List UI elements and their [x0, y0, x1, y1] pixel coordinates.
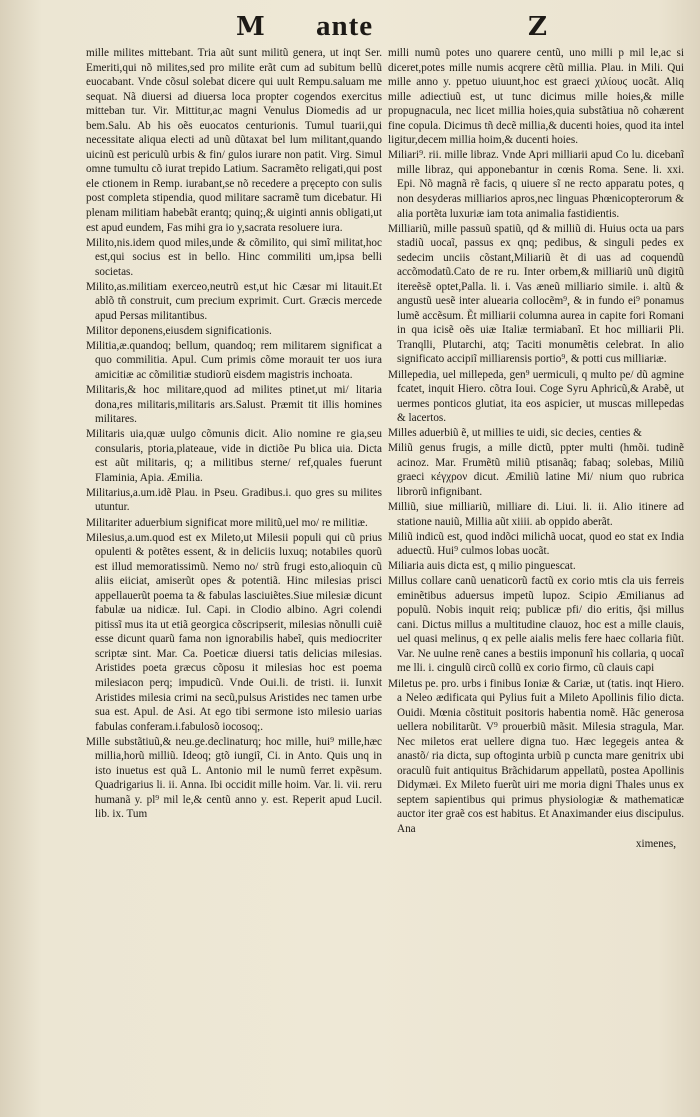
dictionary-entry: Milito,nis.idem quod miles,unde & cõmilito, qui simĩ militat,hoc est,qui socius est in bello. Hinc commiliti um,ipsa belli societas.	[86, 236, 382, 278]
dictionary-entry: Miliari⁹. rii. mille libraz. Vnde Apri milliarii apud Co lu. dicebanĩ mille libraz, qui apponebantur in cœnis Roma. Sene. li. xxi. Epi. Nõ magnã rẽ facis, q uiuere sĩ ne recto apparatu potes, q non desyderas milliarios apros,nec linguas Phœnicopterorum & alia portẽta luxuriæ iam tota animalia fastidientis.	[388, 149, 684, 220]
dictionary-entry: Miletus pe. pro. urbs i finibus Ioniæ & Cariæ, ut (tatis. inqt Hiero. a Neleo ædificata qui Pylius fuit a Mileto Apollinis filio dicta. Ouidi. Mœnia cõstituit positoris habentia nomẽ. Hãc generosa uellera nobilitarũt. V⁹ prouerbiũ mãsit. Milesia stragula, Mar. Nec miletos erat uellere digna tuo. Hæc legegeis antea & anastõ/ ria dicta, sup oftoginta urbiũ p cuncta mare genitrix ubi oraculũ fuit antiquitus Brãchidarum appellatũ, postea Apollinis Didymæi. Ex Mileto fuerũt uiri me moria digni Thales unus ex septem sapientibus qui primus physiologiæ & mathematicæ auctor iter graẽ cos est habitus. Et Anaximander eius discipulus. Ana	[388, 677, 684, 835]
dictionary-entry: Milles aduerbiũ ẽ, ut millies te uidi, sic decies, centies &	[388, 427, 642, 440]
dictionary-entry: Militariter aduerbium significat more militũ,uel mo/ re militiæ.	[86, 516, 368, 529]
page-header	[0, 10, 700, 44]
header-signature-letter: Z	[528, 12, 547, 42]
dictionary-entry: Milesius,a.um.quod est ex Mileto,ut Milesii populi qui cũ prius opulenti & potẽtes essent, & in deliciis luxuq; notabiles quorũ est illud memoratissimũ. Nemo no/ strũ frugi esto,alioquin cũ aliis eiiciat, amiserũt opes & potentiã. Hinc milesias prisci appellauerũt poema ta & fabulas lasciuiẽtes.Siue milesiæ dicunt fabulæ ua nidicæ. Iul. Capi. in Clodio albino. Agri colendi pitissĩ mus ita ut etiã georgica cõscripserit, milesias nõnulli cuiẽ esse dicunt quarũ fama non ignorabilis habeĩ, quis mediocriter scriptæ sint. Mar. Ca. Poeticæ diuersi tatis delicias milesias. Aristides poeta græcus cõposu it milesias hoc est poema milesiacon perq; impudicũ. Vnde Oui.li. de tristi. ii. Iunxit Aristides milesia crimi na secũ,pulsus Aristides nec tamen urbe sua est. Apul. de Asi. At ego tibi sermone isto milesio uarias fabulas conferam.i.fabulosõ iocosoq;.	[86, 531, 382, 733]
dictionary-entry: Miliaria auis dicta est, q milio pinguescat.	[388, 560, 576, 573]
dictionary-entry: mille milites mittebant. Tria aũt sunt militũ genera, ut inqt Ser. Emeriti,qui nõ milites,sed pro milite erãt cum ad subitum bellũ euocabant. Vnde cõsul solebat dicere qui uult Rempu.saluam me sequat. Nã diuersi ad diuersa loca propter cogendos exercitus mitteban tur. Vir. Mittitur,ac magni Venulus Diomedis ad ur bem.Salu. Ab his oẽs euocatos centurionis. Tumul tuarii,qui necessitate aliqua electi ad unũ dũtaxat bel lum militant,quando uicinũ est periculũ urbis & fin/ gulos iurare non patit. Virg. Simul omne tumultu cõ iurat trepido Latium. Sacramẽto religati,qui post ele ctionem in Remp. iurabant,se nõ recedere a pręcepto con sulis post completa stipendia, quod militare sacramẽ tum dicebatur. Hi plenam militiam habebãt erantq; quinq;,& uiginti annis obligati,ut est apud eundem, Fas mihi gra io y,sacrata resoluere iura.	[86, 47, 382, 234]
dictionary-entry: Miliũ indicũ est, quod indõci milichã uocat, quod eo stat ex India aduectũ. Hui⁹ culmos lobas uocãt.	[388, 530, 684, 558]
dictionary-entry: Militaris,& hoc militare,quod ad milites ptinet,ut mi/ litaria dona,res militaris,militaris ars.Salust. Præmit tit illis homines militares.	[86, 384, 382, 426]
dictionary-entry: Milliariũ, mille passuũ spatiũ, qd & milliũ di. Huius octa ua pars stadiũ uocaĩ, passus ex qnq; pedibus, & singuli pedes ex sedecim unciis cõstant,Miliariũ ẽt di uas ad coquendũ accõmodatũ.Cato de re ru. Inter orbem,& milliariũ unũ digitũ itereẽsẽ optet,Palla. li. i. Vas æneũ milliario simile. i. altũ & angustũ uesẽ inter aluearia collocẽm⁹, & in fundo ei⁹ ponamus lumẽ accẽsum. Ẽt milliarii columna aurea in capite fori Romani in qua icisẽ oẽs uiæ Italiæ termiabanĩ. Et hoc milliarii Pli. Tranqlli, Plutarchi, atq; Taciti monumẽtis celebrat. In alio significato accipiĩ milliarensis portio⁹, & potti cus milliariæ.	[388, 222, 684, 366]
catchword-line: ximenes,	[635, 838, 676, 851]
dictionary-entry: Millus collare canũ uenaticorũ factũ ex corio mtis cla uis ferreis eminẽtibus aduersus impetũ lupoz. Scipio Æmilianus ad populũ. Nobis inquit reiq; publicæ pfi/ dio eritis, q̃si millus cani. Dictus millus a multitudine clauoz, hoc est a mille clauis, uel quasi melinus, q ex pelle aialis melis fere haec collaria fiũt. Var. Ne uulne renẽ canes a bestiis imponunĩ his collaria, q uocaĩ me lli. i. cingulũ circũ collũ ex corio firmo, cũ clauis capi	[388, 575, 684, 675]
header-signature-mark: M	[236, 12, 265, 42]
dictionary-entry: Militia,æ.quandoq; bellum, quandoq; rem militarem significat a quo commilitia. Apul. Cum primis cõme morauit ter uos iura amicitiæ ac cõmilitiæ studiorũ eisdem magistris inchoata.	[86, 339, 382, 382]
right-text-column	[388, 46, 684, 1106]
dictionary-entry: Millepedia, uel millepeda, gen⁹ uermiculi, q multo pe/ dũ agmine fcatet, inquit Hiero. cõtra Ioui. Coge Syru Aphricũ,& Arabẽ, ut uermes ponticos glutiat, ita eos aspicier, ut muscas millepedas & lacertos.	[388, 368, 684, 425]
dictionary-entry: Mille substãtiuũ,& neu.ge.declinaturq; hoc mille, hui⁹ mille,hæc millia,horũ milliũ. Ideoq; gtõ iungiĩ, Ci. in Anto. Quis unq in isto inuetus est quã L. Antonio mil le numũ ferret expẽsum. Quadrigarius li. ii. Anna. Ibi occidit mille hoim. Var. li. vii. reru humanã y. pl⁹ mil le,& centũ anno y. est. Reperit apud Lucil. lib. ix. Tum	[86, 735, 382, 821]
dictionary-entry: milli numũ potes uno quarere centũ, uno milli p mil le,ac si diceret,potes mille numis acqrere cẽtũ millia. Plau. in Mili. Qui mille anno y. ppetuo uiuunt,hoc est graeci χιλίουϛ uocãt. Aliq mille adiectiuũ est, ut tunc dicimus mille hoies,& mille propugnacula, nec licet millia hoies,quia substãtiua nõ cohærent fine copula. Dicimus tñ decẽ millia,& ducenti hoies, quod ita intel ligitur,decem millia hoim,& ducenti hoies.	[388, 47, 684, 147]
dictionary-entry: Militor deponens,eiusdem significationis.	[86, 324, 272, 337]
dictionary-entry: Milliũ, siue milliariũ, milliare di. Liui. li. ii. Alio itinere ad statione nauiũ, Millia aũt xiiii. ab oppido aberãt.	[388, 500, 684, 528]
dictionary-entry: Milito,as.militiam exerceo,neutrũ est,ut hic Cæsar mi litauit.Et ablõ tñ construit, cum precium exprimit. Curt. Græcis mercede apud Persas militantibus.	[86, 280, 382, 322]
dictionary-entry: Miliũ genus frugis, a mille dictũ, ppter multi (hmõi. tudinẽ acinoz. Mar. Frumẽtũ miliũ ptisanãq; fabaq; solebas, Miliũ graeci κέγχρον dicut. Æmiliũ latine Mi/ nium quo rubrica librorũ infignibant.	[388, 442, 684, 498]
header-catchword: ante	[316, 10, 374, 42]
left-text-column	[86, 46, 382, 1106]
dictionary-entry: Militaris uia,quæ uulgo cõmunis dicit. Alio nomine re gia,seu consularis, ptoria,plateaue, vide in dictiõe Pu blica uia. Dicta est aũt militaris, q; a militibus sterne/ ref,quales fuerunt Flaminia, Apia. Æmilia.	[86, 428, 382, 484]
dictionary-entry: Militarius,a.um.idẽ Plau. in Pseu. Gradibus.i. quo gres su milites utuntur.	[86, 486, 382, 514]
